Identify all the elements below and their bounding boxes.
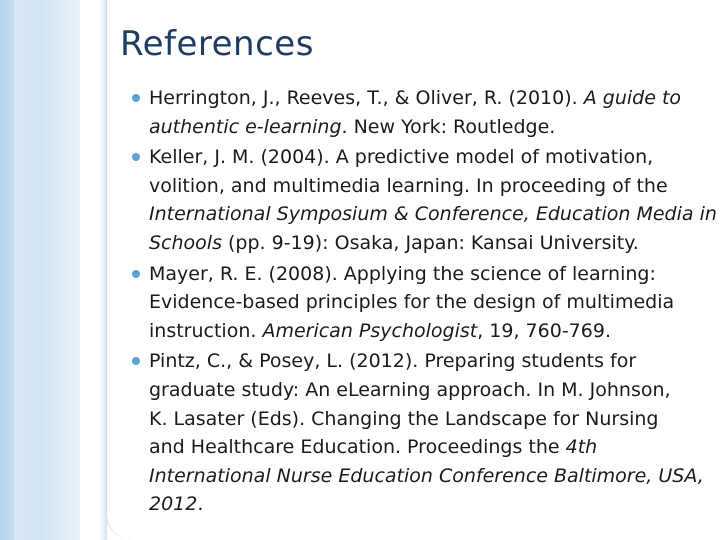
bullet-icon	[132, 94, 140, 102]
reference-italic-text: International Symposium & Conference, Education Media in	[149, 203, 717, 226]
reference-line	[149, 260, 656, 288]
reference-text: (pp. 9-19): Osaka, Japan: Kansai University.	[221, 232, 639, 254]
reference-text: Herrington, J., Reeves, T., & Oliver, R. (2010).	[149, 87, 584, 109]
reference-italic-text: American Psychologist	[262, 319, 478, 342]
reference-line	[149, 317, 611, 345]
reference-line	[149, 113, 555, 141]
reference-italic-text: 4th	[565, 436, 598, 459]
reference-italic-text: International Nurse Education Conference Baltimore, USA,	[149, 464, 704, 487]
reference-text: instruction.	[149, 319, 263, 342]
reference-line	[149, 433, 597, 461]
reference-text: graduate study: An eLearning approach. In M. Johnson,	[149, 379, 671, 401]
reference-line	[149, 229, 639, 257]
reference-italic-text: A guide to	[583, 87, 682, 109]
reference-text: .	[197, 493, 204, 516]
reference-text: Mayer, R. E. (2008). Applying the science of learning:	[149, 262, 656, 285]
reference-italic-text: Schools	[149, 232, 222, 254]
reference-line	[149, 288, 674, 316]
reference-line	[149, 143, 653, 171]
reference-line	[149, 405, 658, 433]
reference-line	[149, 376, 671, 404]
bullet-icon	[132, 270, 140, 278]
reference-line	[149, 200, 717, 228]
reference-line	[149, 490, 203, 518]
reference-line	[149, 84, 681, 112]
reference-line	[149, 172, 668, 200]
reference-text: and Healthcare Education. Proceedings the	[149, 436, 566, 459]
reference-text: . New York: Routledge.	[341, 115, 556, 138]
reference-text: Keller, J. M. (2004). A predictive model of motivation,	[149, 146, 654, 169]
bullet-icon	[132, 357, 140, 365]
reference-text: volition, and multimedia learning. In proceeding of the	[149, 174, 668, 197]
reference-line	[149, 462, 704, 490]
reference-italic-text: 2012	[149, 493, 198, 516]
reference-text: K. Lasater (Eds). Changing the Landscape for Nursing	[149, 407, 659, 430]
reference-text: , 19, 760-769.	[477, 319, 611, 342]
reference-italic-text: authentic e-learning	[149, 115, 342, 138]
reference-line	[149, 347, 636, 375]
slide-title: References	[120, 24, 314, 64]
reference-text: Pintz, C., & Posey, L. (2012). Preparing students for	[149, 350, 637, 373]
reference-text: Evidence-based principles for the design of multimedia	[149, 291, 675, 314]
bullet-icon	[132, 153, 140, 161]
